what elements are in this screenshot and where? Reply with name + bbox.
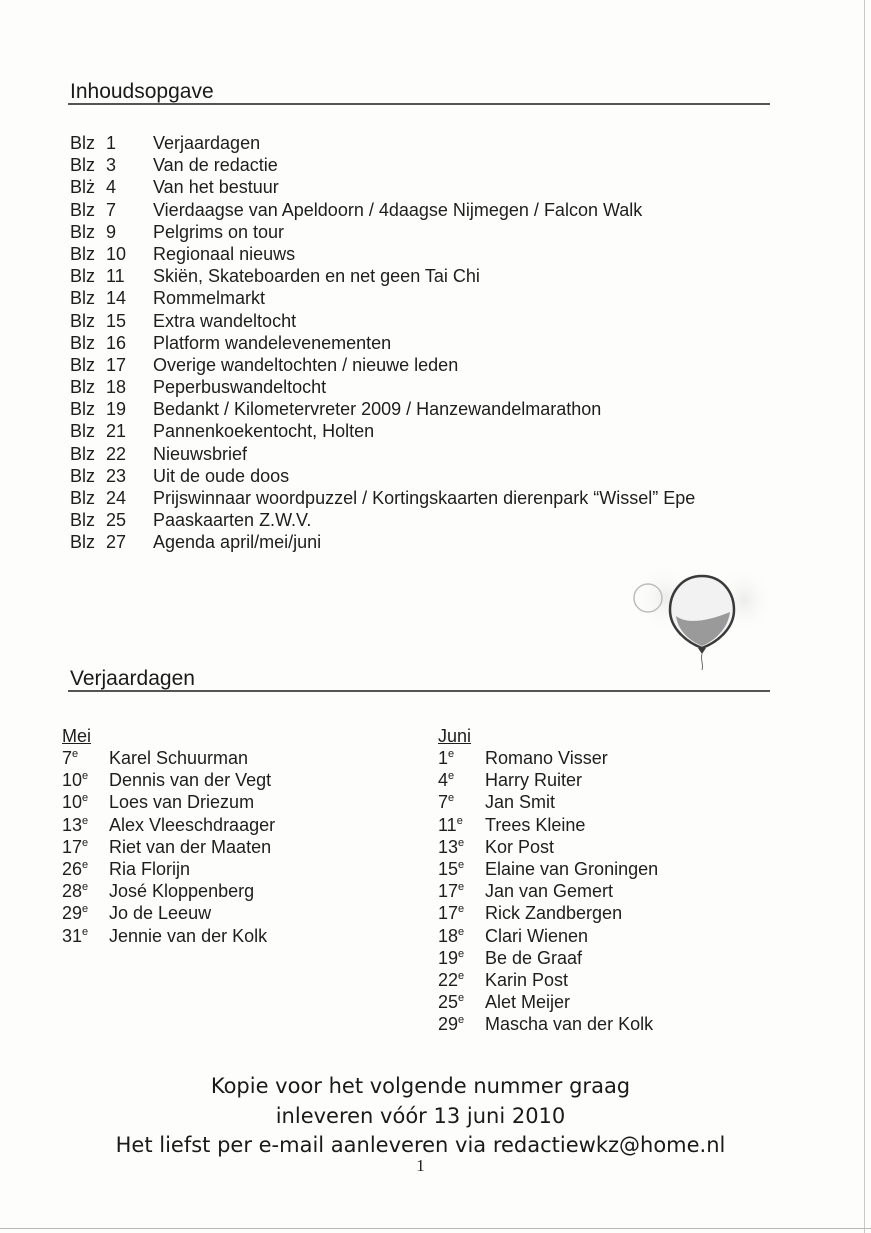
toc-item-title: Pannenkoekentocht, Holten [153,421,375,442]
birthday-day-number: 10 [62,770,83,791]
birthday-entry [438,858,658,880]
toc-item-page: 15 [106,310,127,331]
birthday-day-number: 29 [438,1014,459,1035]
toc-item [70,376,695,398]
birthday-entry [438,902,658,924]
birthday-day-suffix: e [448,770,455,783]
birthday-name: Kor Post [485,836,555,857]
toc-item-page: 25 [106,510,127,531]
toc-item [70,398,695,420]
birthday-entry [62,814,275,836]
toc-item-prefix: Blz [70,221,96,242]
toc-item-prefix: Blz [70,510,96,531]
toc-item-prefix: Blz [70,288,96,309]
birthday-name: Ria Florijn [109,858,191,879]
toc-item [70,420,695,442]
birthdays-column-juni [438,725,658,1035]
birthday-day-number: 19 [438,947,459,968]
toc-item-prefix: Blz [70,421,96,442]
toc-item [70,176,695,198]
toc-item-title: Agenda april/mei/juni [153,532,322,553]
birthday-list [438,747,658,1035]
toc-item-page: 17 [106,354,127,375]
birthday-day-suffix: e [82,814,89,827]
birthdays-heading-rule [68,690,770,692]
toc-item-page: 21 [106,421,127,442]
birthday-day-number: 18 [438,925,459,946]
footer-line-3: Het liefst per e-mail aanleveren via redactiewkz@home.nl [115,1133,726,1157]
birthday-day-number: 29 [62,903,83,924]
birthday-entry [438,947,658,969]
toc-item-title: Bedankt / Kilometervreter 2009 / Hanzewandelmarathon [153,399,602,420]
toc-item-page: 9 [106,221,117,242]
birthday-day [62,747,109,769]
toc-item-prefix: Blz [70,155,96,176]
toc-item-title: Nieuwsbrief [153,443,248,464]
birthday-entry [438,880,658,902]
birthday-day-suffix: e [458,947,465,960]
toc-item-page: 11 [106,266,125,287]
birthday-name: Karel Schuurman [109,748,249,768]
birthday-day [62,791,109,813]
footer-line-1: Kopie voor het volgende nummer graag [210,1074,631,1098]
toc-item-title: Regionaal nieuws [153,243,296,264]
birthday-entry [62,880,275,902]
toc-item-title: Van het bestuur [153,177,279,198]
toc-item [70,221,695,243]
birthday-day-number: 22 [438,969,459,990]
toc-item-page: 24 [106,488,127,508]
birthday-day [438,880,485,902]
birthday-list [62,747,275,947]
birthday-entry [438,991,658,1013]
birthday-day [438,858,485,880]
toc-item-title: Prijswinnaar woordpuzzel / Kortingskaarten dierenpark “Wissel” Epe [153,488,696,508]
toc-item-page: 1 [106,133,117,153]
birthday-day-suffix: e [82,858,89,871]
birthday-day-suffix: e [82,925,89,938]
birthday-name: Karin Post [485,969,569,990]
toc-item-prefix: Blz [70,443,96,464]
birthday-day-suffix: e [82,836,89,849]
birthday-entry [438,814,658,836]
toc-item-prefix: Blz [70,199,96,220]
birthday-day-number: 10 [62,792,83,813]
birthday-name: Rick Zandbergen [485,903,623,924]
birthday-day-suffix: e [458,858,465,871]
toc-item-title: Platform wandelevenementen [153,332,392,353]
toc-item [70,531,695,553]
birthday-name: Romano Visser [485,748,608,768]
birthday-entry [62,791,275,813]
birthday-day-number: 7 [62,748,73,768]
birthday-day-suffix: e [458,903,465,916]
birthday-day [62,925,109,947]
toc-item-prefix: Blz [70,332,96,353]
birthday-entry [438,969,658,991]
birthday-day-suffix: e [456,814,463,827]
toc-item-page: 27 [106,532,127,553]
birthday-day-number: 31 [62,925,83,946]
toc-item [70,132,695,154]
toc-item [70,465,695,487]
birthday-entry [438,836,658,858]
toc-item-title: Skiën, Skateboarden en net geen Tai Chi [153,266,480,287]
birthday-day [438,969,485,991]
toc-item [70,509,695,531]
birthday-name: Jennie van der Kolk [109,925,268,946]
birthday-day [62,836,109,858]
toc-item-page: 14 [106,288,127,309]
toc-list [70,132,695,554]
birthday-day-number: 15 [438,858,459,879]
birthdays-column-mei [62,725,275,947]
birthday-day-suffix: e [458,881,465,894]
toc-item-title: Uit de oude doos [153,465,290,486]
birthday-name: Jo de Leeuw [109,903,212,924]
month-label: Mei [62,726,92,746]
toc-item-page: 16 [106,332,127,353]
birthday-day-number: 13 [438,836,459,857]
birthday-day-suffix: e [458,1014,465,1027]
birthday-day-number: 13 [62,814,83,835]
toc-item-prefix: Blz [70,488,96,508]
birthday-name: Alet Meijer [485,992,571,1013]
toc-item-prefix: Blz [70,354,96,375]
toc-item-title: Pelgrims on tour [153,221,285,242]
birthday-day-number: 25 [438,992,459,1013]
birthday-day-suffix: e [448,748,455,760]
birthday-day [438,747,485,769]
birthday-day [438,991,485,1013]
birthday-day-suffix: e [82,792,89,805]
birthday-day [438,902,485,924]
birthday-day [62,902,109,924]
birthday-name: Trees Kleine [485,814,586,835]
toc-item [70,265,695,287]
toc-heading: Inhoudsopgave [70,80,214,103]
toc-item-title: Extra wandeltocht [153,310,297,331]
toc-item [70,332,695,354]
birthday-day [438,1013,485,1035]
toc-item-title: Overige wandeltochten / nieuwe leden [153,354,459,375]
birthday-entry [62,836,275,858]
birthday-name: Alex Vleeschdraager [109,814,276,835]
birthday-entry [62,858,275,880]
toc-item-title: Rommelmarkt [153,288,266,309]
toc-item-page: 10 [106,243,127,264]
birthday-day [62,769,109,791]
page-number: 1 [416,1156,425,1175]
birthday-name: Loes van Driezum [109,792,255,813]
birthday-name: Harry Ruiter [485,770,583,791]
footer-line-2: inleveren vóór 13 juni 2010 [275,1104,566,1128]
birthday-entry [438,925,658,947]
page-edge-right [864,0,865,1233]
birthdays-heading: Verjaardagen [70,667,195,690]
toc-item [70,310,695,332]
toc-item-prefix: Blz [70,266,96,287]
birthday-name: Jan Smit [485,792,556,813]
toc-item-title: Van de redactie [153,155,278,176]
birthday-name: Riet van der Maaten [109,836,272,857]
birthday-day [438,947,485,969]
balloon-icon [626,560,776,670]
birthday-day-number: 17 [438,903,459,924]
birthday-day [438,814,485,836]
birthday-day-number: 11 [438,814,457,835]
toc-item-page: 4 [106,177,117,198]
birthday-entry [62,747,275,769]
toc-item-page: 22 [106,443,127,464]
birthday-day-suffix: e [458,969,465,982]
toc-item-page: 19 [106,399,127,420]
birthday-entry [62,925,275,947]
birthday-day [62,880,109,902]
birthday-day-number: 4 [438,770,449,791]
toc-item-title: Vierdaagse van Apeldoorn / 4daagse Nijmegen / Falcon Walk [153,199,643,220]
toc-item-prefix: Blż [70,177,96,198]
toc-item [70,243,695,265]
birthday-entry [62,769,275,791]
toc-item-prefix: Blz [70,399,96,420]
birthday-name: Jan van Gemert [485,881,614,902]
toc-item-title: Paaskaarten Z.W.V. [153,510,312,531]
birthday-name: Be de Graaf [485,947,583,968]
toc-item-prefix: Blz [70,465,96,486]
toc-item [70,154,695,176]
birthday-day [438,925,485,947]
birthday-day-suffix: e [458,836,465,849]
toc-item [70,443,695,465]
birthday-day-number: 1 [438,748,449,768]
birthday-entry [438,769,658,791]
birthday-entry [438,747,658,769]
birthday-day-suffix: e [458,992,465,1005]
toc-heading-rule [68,103,770,105]
birthday-day-number: 26 [62,858,83,879]
toc-item [70,487,695,509]
birthday-day-number: 17 [62,836,83,857]
birthday-day-number: 28 [62,881,83,902]
toc-item-prefix: Blz [70,243,96,264]
birthday-day-number: 17 [438,881,459,902]
birthday-day [438,791,485,813]
birthday-name: José Kloppenberg [109,881,255,902]
toc-item-page: 23 [106,465,127,486]
birthday-day [438,836,485,858]
month-label: Juni [438,726,472,746]
birthday-day-suffix: e [448,792,455,805]
birthday-day-suffix: e [82,770,89,783]
toc-item [70,199,695,221]
toc-item-page: 18 [106,377,127,398]
birthday-day [62,858,109,880]
birthday-day [62,814,109,836]
toc-item-prefix: Blz [70,310,96,331]
toc-item-page: 3 [106,155,117,176]
birthday-entry [62,902,275,924]
toc-item-prefix: Blz [70,133,96,153]
toc-item-prefix: Blz [70,532,96,553]
birthday-entry [438,791,658,813]
toc-item [70,354,695,376]
birthday-day-suffix: e [72,748,79,760]
birthday-day-suffix: e [82,881,89,894]
birthday-day-suffix: e [458,925,465,938]
birthday-day-suffix: e [82,903,89,916]
birthday-day [438,769,485,791]
toc-item-page: 7 [106,199,117,220]
toc-item-title: Peperbuswandeltocht [153,377,327,398]
toc-item [70,287,695,309]
birthday-day-number: 7 [438,792,449,813]
birthday-name: Clari Wienen [485,925,589,946]
toc-item-prefix: Blz [70,377,96,398]
birthday-name: Dennis van der Vegt [109,770,272,791]
birthday-name: Mascha van der Kolk [485,1014,654,1035]
birthday-name: Elaine van Groningen [485,858,659,879]
birthday-entry [438,1013,658,1035]
toc-item-title: Verjaardagen [153,133,261,153]
page-edge-bottom [0,1228,871,1229]
